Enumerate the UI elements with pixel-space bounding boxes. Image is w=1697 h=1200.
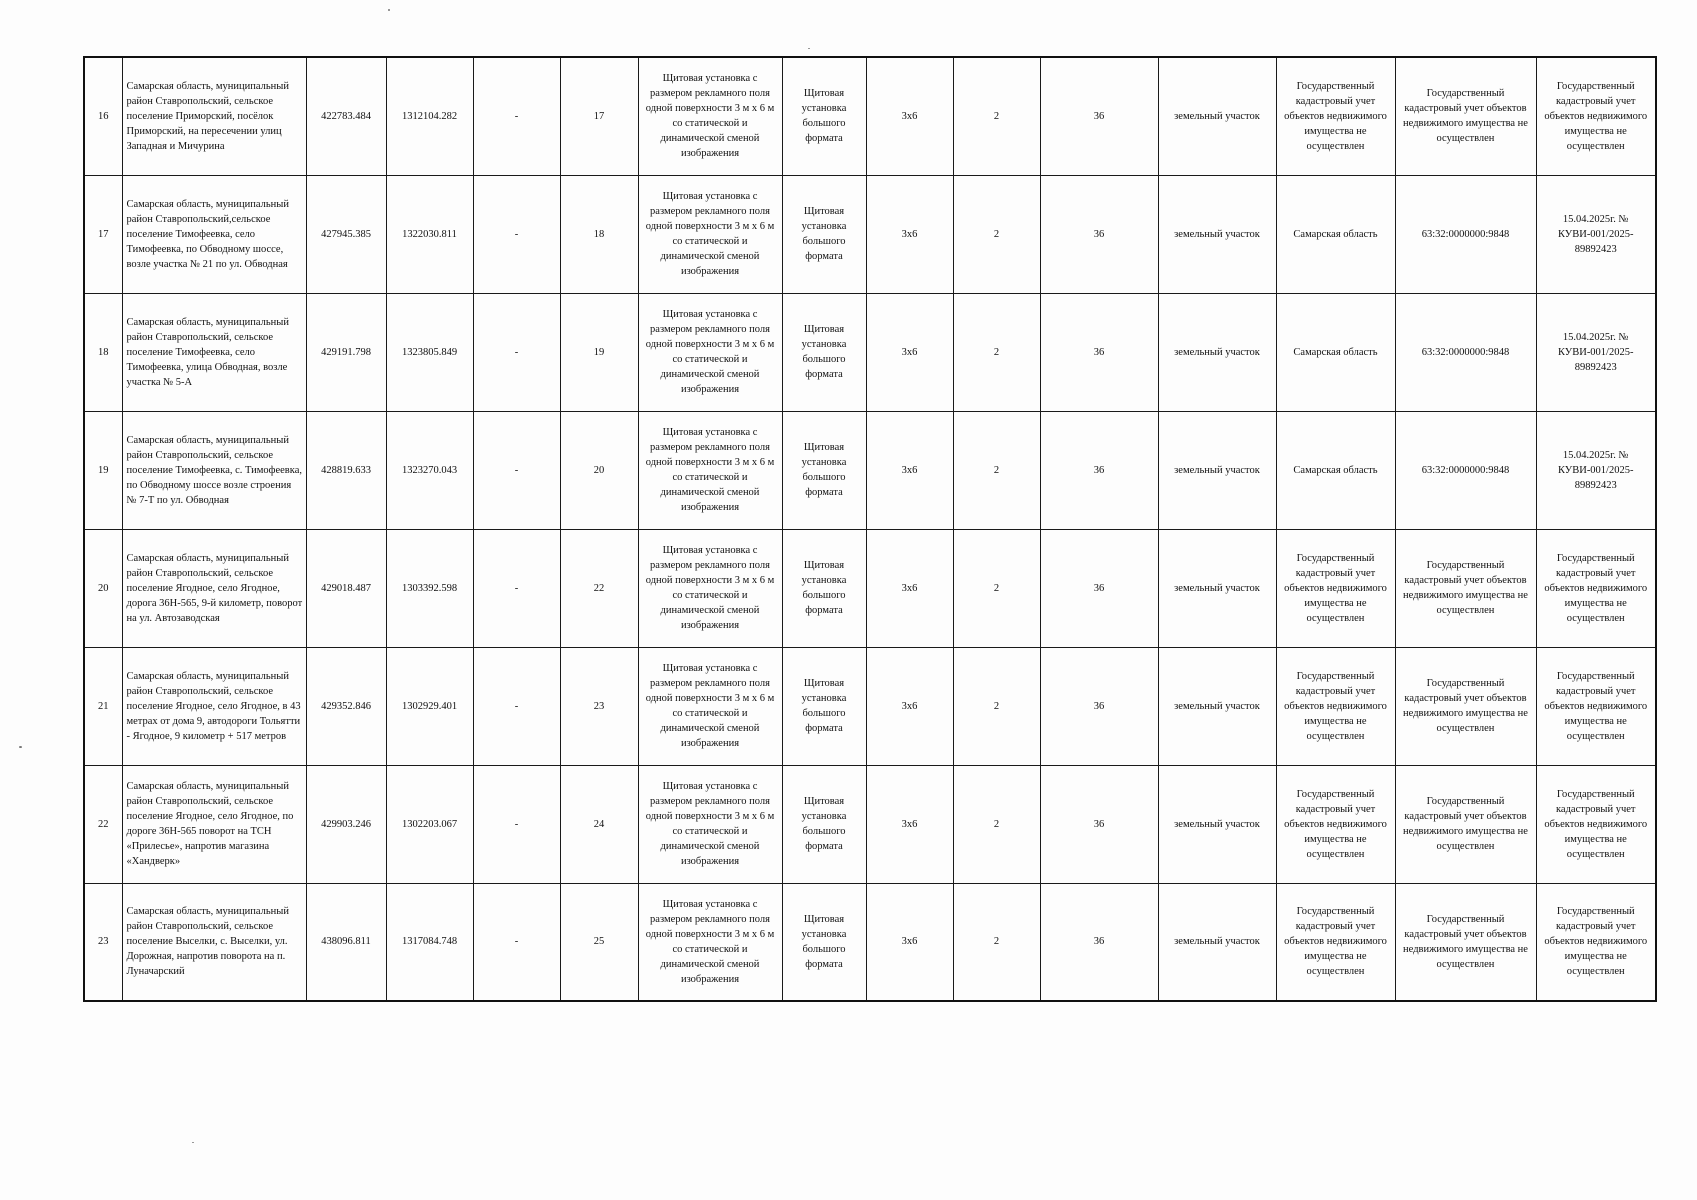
description-cell: Щитовая установка с размером рекламного поля одной поверхности 3 м х 6 м со статической и динамической сменой изображения xyxy=(638,765,782,883)
sides-count-cell: 2 xyxy=(953,175,1040,293)
size-cell: 3х6 xyxy=(866,883,953,1001)
coordinate-y-cell: 1322030.811 xyxy=(386,175,473,293)
owner-cell: Государственный кадастровый учет объектов недвижимого имущества не осуществлен xyxy=(1276,57,1395,175)
size-cell: 3х6 xyxy=(866,529,953,647)
owner-cell: Государственный кадастровый учет объектов недвижимого имущества не осуществлен xyxy=(1276,647,1395,765)
placement-number-cell: 17 xyxy=(560,57,638,175)
cadastral-number-cell: 63:32:0000000:9848 xyxy=(1395,175,1536,293)
dash-cell: - xyxy=(473,57,560,175)
coordinate-x-cell: 429352.846 xyxy=(306,647,386,765)
row-number: 18 xyxy=(84,293,122,411)
placement-number-cell: 19 xyxy=(560,293,638,411)
dash-cell: - xyxy=(473,411,560,529)
table-row xyxy=(84,765,1656,883)
coordinate-x-cell: 429191.798 xyxy=(306,293,386,411)
address-cell: Самарская область, муниципальный район Ставропольский, сельское поселение Ягодное, село Ягодное, дорога 36Н-565, 9-й километр, поворот на ул. Автозаводская xyxy=(122,529,306,647)
land-type-cell: земельный участок xyxy=(1158,883,1276,1001)
cadastral-number-cell: 63:32:0000000:9848 xyxy=(1395,293,1536,411)
land-type-cell: земельный участок xyxy=(1158,647,1276,765)
size-cell: 3х6 xyxy=(866,647,953,765)
structure-type-cell: Щитовая установка большого формата xyxy=(782,647,866,765)
area-cell: 36 xyxy=(1040,529,1158,647)
address-cell: Самарская область, муниципальный район Ставропольский, сельское поселение Тимофеевка, с. Тимофеевка, по Обводному шоссе возле строения № 7-Т по ул. Обводная xyxy=(122,411,306,529)
row-number: 16 xyxy=(84,57,122,175)
table-row xyxy=(84,647,1656,765)
row-number: 23 xyxy=(84,883,122,1001)
structure-type-cell: Щитовая установка большого формата xyxy=(782,883,866,1001)
table-row xyxy=(84,529,1656,647)
size-cell: 3х6 xyxy=(866,57,953,175)
address-cell: Самарская область, муниципальный район Ставропольский,сельское поселение Тимофеевка, село Тимофеевка, по Обводному шоссе, возле участка № 21 по ул. Обводная xyxy=(122,175,306,293)
placement-number-cell: 24 xyxy=(560,765,638,883)
coordinate-y-cell: 1302203.067 xyxy=(386,765,473,883)
coordinate-y-cell: 1312104.282 xyxy=(386,57,473,175)
registry-record-cell: 15.04.2025г. № КУВИ-001/2025-89892423 xyxy=(1536,175,1656,293)
cadastral-number-cell: Государственный кадастровый учет объектов недвижимого имущества не осуществлен xyxy=(1395,883,1536,1001)
cadastral-number-cell: Государственный кадастровый учет объектов недвижимого имущества не осуществлен xyxy=(1395,529,1536,647)
area-cell: 36 xyxy=(1040,411,1158,529)
coordinate-x-cell: 428819.633 xyxy=(306,411,386,529)
registry-record-cell: 15.04.2025г. № КУВИ-001/2025-89892423 xyxy=(1536,411,1656,529)
scan-speck xyxy=(19,746,22,748)
coordinate-x-cell: 422783.484 xyxy=(306,57,386,175)
registry-record-cell: Государственный кадастровый учет объектов недвижимого имущества не осуществлен xyxy=(1536,883,1656,1001)
scan-speck xyxy=(388,9,390,11)
description-cell: Щитовая установка с размером рекламного поля одной поверхности 3 м х 6 м со статической и динамической сменой изображения xyxy=(638,57,782,175)
owner-cell: Самарская область xyxy=(1276,293,1395,411)
dash-cell: - xyxy=(473,529,560,647)
coordinate-y-cell: 1302929.401 xyxy=(386,647,473,765)
placement-number-cell: 18 xyxy=(560,175,638,293)
registry-record-cell: Государственный кадастровый учет объектов недвижимого имущества не осуществлен xyxy=(1536,647,1656,765)
structure-type-cell: Щитовая установка большого формата xyxy=(782,175,866,293)
land-type-cell: земельный участок xyxy=(1158,411,1276,529)
scan-speck xyxy=(192,1142,194,1143)
dash-cell: - xyxy=(473,647,560,765)
structure-type-cell: Щитовая установка большого формата xyxy=(782,57,866,175)
area-cell: 36 xyxy=(1040,293,1158,411)
placement-number-cell: 25 xyxy=(560,883,638,1001)
cadastral-number-cell: Государственный кадастровый учет объектов недвижимого имущества не осуществлен xyxy=(1395,57,1536,175)
registry-record-cell: Государственный кадастровый учет объектов недвижимого имущества не осуществлен xyxy=(1536,529,1656,647)
coordinate-y-cell: 1303392.598 xyxy=(386,529,473,647)
land-type-cell: земельный участок xyxy=(1158,529,1276,647)
advertising-structures-table xyxy=(83,56,1657,1002)
description-cell: Щитовая установка с размером рекламного поля одной поверхности 3 м х 6 м со статической и динамической сменой изображения xyxy=(638,529,782,647)
land-type-cell: земельный участок xyxy=(1158,175,1276,293)
land-type-cell: земельный участок xyxy=(1158,765,1276,883)
description-cell: Щитовая установка с размером рекламного поля одной поверхности 3 м х 6 м со статической и динамической сменой изображения xyxy=(638,175,782,293)
cadastral-number-cell: 63:32:0000000:9848 xyxy=(1395,411,1536,529)
coordinate-x-cell: 429018.487 xyxy=(306,529,386,647)
area-cell: 36 xyxy=(1040,175,1158,293)
row-number: 17 xyxy=(84,175,122,293)
address-cell: Самарская область, муниципальный район Ставропольский, сельское поселение Приморский, посёлок Приморский, на пересечении улиц Западная и Мичурина xyxy=(122,57,306,175)
row-number: 21 xyxy=(84,647,122,765)
owner-cell: Самарская область xyxy=(1276,411,1395,529)
dash-cell: - xyxy=(473,293,560,411)
land-type-cell: земельный участок xyxy=(1158,57,1276,175)
address-cell: Самарская область, муниципальный район Ставропольский, сельское поселение Ягодное, село Ягодное, по дороге 36Н-565 поворот на ТСН «Прилесье», напротив магазина «Хандверк» xyxy=(122,765,306,883)
coordinate-y-cell: 1317084.748 xyxy=(386,883,473,1001)
sides-count-cell: 2 xyxy=(953,529,1040,647)
sides-count-cell: 2 xyxy=(953,765,1040,883)
registry-record-cell: 15.04.2025г. № КУВИ-001/2025-89892423 xyxy=(1536,293,1656,411)
coordinate-x-cell: 429903.246 xyxy=(306,765,386,883)
size-cell: 3х6 xyxy=(866,175,953,293)
size-cell: 3х6 xyxy=(866,293,953,411)
owner-cell: Государственный кадастровый учет объектов недвижимого имущества не осуществлен xyxy=(1276,883,1395,1001)
coordinate-y-cell: 1323270.043 xyxy=(386,411,473,529)
scan-speck xyxy=(808,48,810,49)
table-row xyxy=(84,57,1656,175)
placement-number-cell: 20 xyxy=(560,411,638,529)
structure-type-cell: Щитовая установка большого формата xyxy=(782,293,866,411)
structure-type-cell: Щитовая установка большого формата xyxy=(782,411,866,529)
registry-record-cell: Государственный кадастровый учет объектов недвижимого имущества не осуществлен xyxy=(1536,765,1656,883)
description-cell: Щитовая установка с размером рекламного поля одной поверхности 3 м х 6 м со статической и динамической сменой изображения xyxy=(638,883,782,1001)
sides-count-cell: 2 xyxy=(953,57,1040,175)
table-row xyxy=(84,411,1656,529)
description-cell: Щитовая установка с размером рекламного поля одной поверхности 3 м х 6 м со статической и динамической сменой изображения xyxy=(638,411,782,529)
row-number: 20 xyxy=(84,529,122,647)
area-cell: 36 xyxy=(1040,883,1158,1001)
dash-cell: - xyxy=(473,883,560,1001)
table-row xyxy=(84,883,1656,1001)
cadastral-number-cell: Государственный кадастровый учет объектов недвижимого имущества не осуществлен xyxy=(1395,647,1536,765)
table-row xyxy=(84,175,1656,293)
table-row xyxy=(84,293,1656,411)
address-cell: Самарская область, муниципальный район Ставропольский, сельское поселение Выселки, с. Выселки, ул. Дорожная, напротив поворота на п. Луначарский xyxy=(122,883,306,1001)
cadastral-number-cell: Государственный кадастровый учет объектов недвижимого имущества не осуществлен xyxy=(1395,765,1536,883)
coordinate-x-cell: 438096.811 xyxy=(306,883,386,1001)
dash-cell: - xyxy=(473,175,560,293)
land-type-cell: земельный участок xyxy=(1158,293,1276,411)
sides-count-cell: 2 xyxy=(953,883,1040,1001)
sides-count-cell: 2 xyxy=(953,647,1040,765)
description-cell: Щитовая установка с размером рекламного поля одной поверхности 3 м х 6 м со статической и динамической сменой изображения xyxy=(638,647,782,765)
sides-count-cell: 2 xyxy=(953,411,1040,529)
placement-number-cell: 23 xyxy=(560,647,638,765)
structure-type-cell: Щитовая установка большого формата xyxy=(782,529,866,647)
owner-cell: Самарская область xyxy=(1276,175,1395,293)
owner-cell: Государственный кадастровый учет объектов недвижимого имущества не осуществлен xyxy=(1276,765,1395,883)
sides-count-cell: 2 xyxy=(953,293,1040,411)
size-cell: 3х6 xyxy=(866,765,953,883)
address-cell: Самарская область, муниципальный район Ставропольский, сельское поселение Тимофеевка, село Тимофеевка, улица Обводная, возле участка № 5-А xyxy=(122,293,306,411)
area-cell: 36 xyxy=(1040,647,1158,765)
row-number: 19 xyxy=(84,411,122,529)
placement-number-cell: 22 xyxy=(560,529,638,647)
address-cell: Самарская область, муниципальный район Ставропольский, сельское поселение Ягодное, село Ягодное, в 43 метрах от дома 9, автодороги Тольятти - Ягодное, 9 километр + 517 метров xyxy=(122,647,306,765)
dash-cell: - xyxy=(473,765,560,883)
row-number: 22 xyxy=(84,765,122,883)
owner-cell: Государственный кадастровый учет объектов недвижимого имущества не осуществлен xyxy=(1276,529,1395,647)
structure-type-cell: Щитовая установка большого формата xyxy=(782,765,866,883)
coordinate-x-cell: 427945.385 xyxy=(306,175,386,293)
size-cell: 3х6 xyxy=(866,411,953,529)
area-cell: 36 xyxy=(1040,765,1158,883)
description-cell: Щитовая установка с размером рекламного поля одной поверхности 3 м х 6 м со статической и динамической сменой изображения xyxy=(638,293,782,411)
registry-record-cell: Государственный кадастровый учет объектов недвижимого имущества не осуществлен xyxy=(1536,57,1656,175)
area-cell: 36 xyxy=(1040,57,1158,175)
coordinate-y-cell: 1323805.849 xyxy=(386,293,473,411)
